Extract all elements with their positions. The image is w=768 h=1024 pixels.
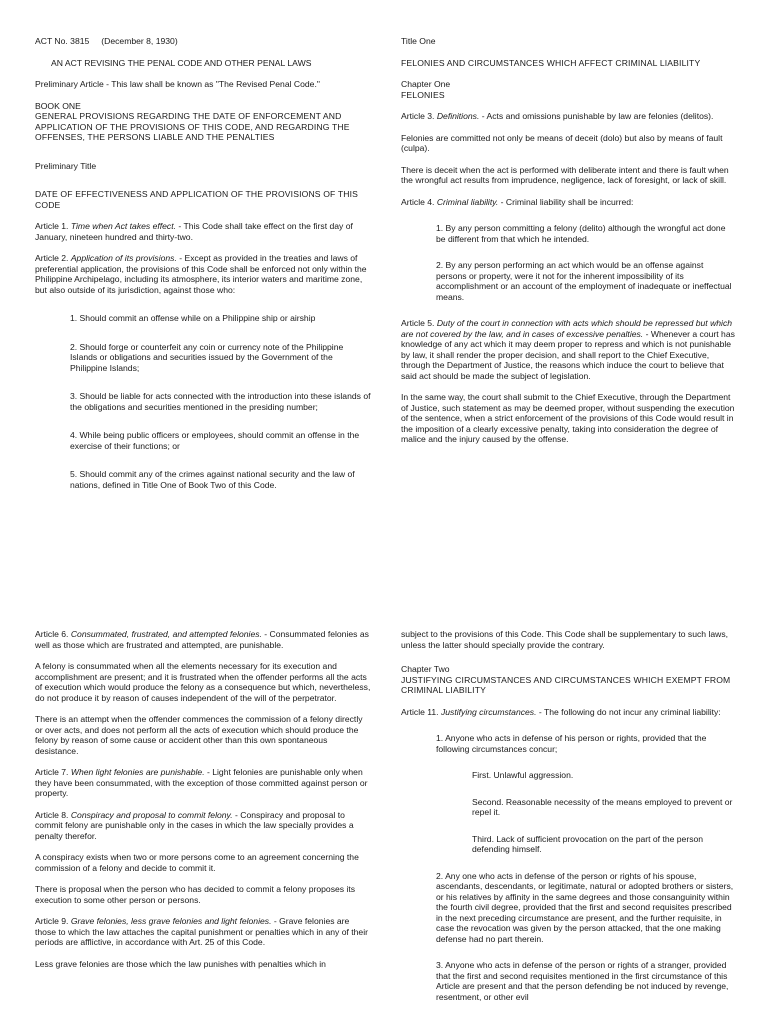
article-1-lead: Article 1. xyxy=(35,221,69,231)
article-11-item-1: 1. Anyone who acts in defense of his person or rights, provided that the following circumstances concur; xyxy=(436,733,707,754)
requisite-third: Third. Lack of sufficient provocation on the part of the person defending himself. xyxy=(472,833,704,854)
page2-right-column xyxy=(401,629,736,1013)
article-3-text: - Acts and omissions punishable by law are felonies (delitos). xyxy=(479,111,714,121)
article-2-item-2: 2. Should forge or counterfeit any coin or currency note of the Philippine Islands or obligations and securities issued by the Government of the Philippine Islands; xyxy=(70,341,344,373)
article-8 xyxy=(35,810,371,842)
article-8-heading: Conspiracy and proposal to commit felony. xyxy=(70,809,233,820)
chapter-two-label: Chapter Two xyxy=(401,664,450,674)
date-heading: DATE OF EFFECTIVENESS AND APPLICATION OF THE PROVISIONS OF THIS CODE xyxy=(35,189,359,210)
article-6 xyxy=(35,629,371,650)
article-1-text: - This Code shall take effect on the first day of January, nineteen hundred and thirty-two. xyxy=(35,221,353,242)
chapter-one-heading: FELONIES xyxy=(401,89,445,100)
article-9-heading: Grave felonies, less grave felonies and light felonies. xyxy=(70,916,272,926)
article-3 xyxy=(401,111,736,122)
requisite-first: First. Unlawful aggression. xyxy=(472,770,574,780)
article-9 xyxy=(35,916,371,948)
page-bottom xyxy=(0,512,768,1024)
article-4-item-1: 1. By any person committing a felony (delito) although the wrongful act done be different from that which he intended. xyxy=(436,223,726,244)
act-header xyxy=(35,36,371,47)
article-8-text: - Conspiracy and proposal to commit felony are punishable only in the cases in which the law specially provides a penalty therefor. xyxy=(35,809,354,841)
article-6-lead: Article 6. xyxy=(35,629,69,639)
article-5-paragraph-2: In the same way, the court shall submit to the Chief Executive, through the Department of Justice, such statement as may be deemed proper, without suspending the execution of the sentence, when a strict enforcement of the provisions of this Code would result in the imposition of a clearly excessive penalty, taking into consideration the degree of malice and the injury caused by the offense. xyxy=(401,392,735,444)
felonies-committed-text: Felonies are committed not only be means of deceit (dolo) but also by means of fault (culpa). xyxy=(401,132,723,153)
article-11-text: - The following do not incur any criminal liability: xyxy=(536,706,721,717)
title-one-heading: FELONIES AND CIRCUMSTANCES WHICH AFFECT CRIMINAL LIABILITY xyxy=(401,57,701,68)
article-5-lead: Article 5. xyxy=(401,318,435,328)
consummated-text: A felony is consummated when all the elements necessary for its execution and accomplishment are present; and it is frustrated when the offender performs all the acts of execution which would produce the felony as a consequence but which, nevertheless, do not produce it by reason of causes independent of the will of the perpetrator. xyxy=(35,661,371,703)
article-9-lead: Article 9. xyxy=(35,916,69,926)
article-4-text: - Criminal liability shall be incurred: xyxy=(498,196,634,207)
chapter-one-label: Chapter One xyxy=(401,79,451,89)
conspiracy-text: A conspiracy exists when two or more persons come to an agreement concerning the commission of a felony and decide to commit it. xyxy=(35,852,359,873)
article-4-lead: Article 4. xyxy=(401,196,435,207)
article-7-lead: Article 7. xyxy=(35,767,69,777)
article-11-item-2: 2. Any one who acts in defense of the person or rights of his spouse, ascendants, descendants, or legitimate, natural or adopted brothers or sisters, or his relatives by affinity in the same degrees and those consanguinity within the fourth civil degree, provided that the first and second requisites prescribed in the next preceding circumstance are present, and the further requisite, in case the revocation was given by the person attacked, that the one making defense had no part therein. xyxy=(436,870,734,944)
act-number: ACT No. 3815 xyxy=(35,36,90,46)
less-grave-text: Less grave felonies are those which the law punishes with penalties which in xyxy=(35,958,326,969)
page1-right-column xyxy=(401,36,736,456)
article-5-heading: Duty of the court in connection with acts which should be repressed but which are not covered by the law, and in cases of excessive penalties. xyxy=(401,318,733,339)
deceit-text: There is deceit when the act is performed with deliberate intent and there is fault when the wrongful act results from imprudence, negligence, lack of foresight, or lack of skill. xyxy=(401,164,729,185)
article-11 xyxy=(401,707,736,718)
article-5 xyxy=(401,318,736,381)
article-2-item-4: 4. While being public officers or employees, should commit an offense in the exercise of their functions; or xyxy=(70,430,360,451)
article-2-heading: Application of its provisions. xyxy=(70,253,177,263)
article-4-heading: Criminal liability. xyxy=(436,196,499,207)
title-one-label: Title One xyxy=(401,36,436,46)
article-2-item-3: 3. Should be liable for acts connected with the introduction into these islands of the obligations and securities mentioned in the presiding number; xyxy=(70,391,371,412)
book-one-subtitle: GENERAL PROVISIONS REGARDING THE DATE OF ENFORCEMENT AND APPLICATION OF THE PROVISIONS OF THIS CODE, AND REGARDING THE OFFENSES, THE PERSONS LIABLE AND THE PENALTIES xyxy=(35,111,350,142)
article-4 xyxy=(401,197,736,208)
attempt-text: There is an attempt when the offender commences the commission of a felony directly or over acts, and does not perform all the acts of execution which should produce the felony by reason of some cause or accident other than this own spontaneous desistance. xyxy=(35,714,363,756)
article-4-item-2: 2. By any person performing an act which would be an offense against persons or property, were it not for the inherent impossibility of its accomplishment or an account of the employment of inadequate or ineffectual means. xyxy=(436,260,732,302)
article-6-heading: Consummated, frustrated, and attempted felonies. xyxy=(70,629,262,639)
article-2 xyxy=(35,253,371,295)
act-date: (December 8, 1930) xyxy=(101,36,178,46)
article-1 xyxy=(35,221,371,242)
article-3-heading: Definitions. xyxy=(436,111,480,121)
article-2-item-5: 5. Should commit any of the crimes against national security and the law of nations, defined in Title One of Book Two of this Code. xyxy=(70,469,355,490)
article-2-lead: Article 2. xyxy=(35,253,69,263)
book-one-label: BOOK ONE xyxy=(35,100,81,111)
act-title: AN ACT REVISING THE PENAL CODE AND OTHER PENAL LAWS xyxy=(51,57,312,68)
article-7 xyxy=(35,767,371,799)
article-1-heading: Time when Act takes effect. xyxy=(70,221,176,231)
article-2-text: - Except as provided in the treaties and laws of preferential application, the provisions of this Code shall be enforced not only within the Philippine Archipelago, including its atmosphere, its interior waters and maritime zone, but also outside of its jurisdiction, against those who: xyxy=(35,253,367,295)
chapter-two-heading: JUSTIFYING CIRCUMSTANCES AND CIRCUMSTANCES WHICH EXEMPT FROM CRIMINAL LIABILITY xyxy=(401,674,731,695)
article-3-lead: Article 3. xyxy=(401,111,435,121)
article-5-text: - Whenever a court has knowledge of any act which it may deem proper to repress and which is not punishable by law, it shall render the proper decision, and shall report to the Chief Executive, through the Department of Justice, the reasons which induce the court to believe that said act should be made the subject of legislation. xyxy=(401,328,735,381)
article-11-heading: Justifying circumstances. xyxy=(440,706,537,717)
article-6-text: - Consummated felonies as well as those which are frustrated and attempted, are punishable. xyxy=(35,629,369,650)
preliminary-article: Preliminary Article - This law shall be known as "The Revised Penal Code." xyxy=(35,79,320,89)
article-8-lead: Article 8. xyxy=(35,809,69,820)
requisite-second: Second. Reasonable necessity of the means employed to prevent or repel it. xyxy=(472,796,733,817)
article-7-text: - Light felonies are punishable only when they have been consummated, with the exception of those committed against person or property. xyxy=(35,767,368,798)
page2-left-column xyxy=(35,629,371,980)
article-2-item-1: 1. Should commit an offense while on a Philippine ship or airship xyxy=(70,313,316,323)
article-11-lead: Article 11. xyxy=(401,706,439,717)
page1-left-column xyxy=(35,36,371,501)
preliminary-title: Preliminary Title xyxy=(35,160,97,171)
continued-text: subject to the provisions of this Code. This Code shall be supplementary to such laws, unless the latter should specially provide the contrary. xyxy=(401,629,729,650)
article-11-item-3: 3. Anyone who acts in defense of the person or rights of a stranger, provided that the first and second requisites mentioned in the first circumstance of this Article are present and that the person defending be not induced by revenge, resentment, or other evil xyxy=(436,960,729,1002)
article-9-text: - Grave felonies are those to which the law attaches the capital punishment or penalties which in any of their periods are afflictive, in accordance with Art. 25 of this Code. xyxy=(35,916,368,947)
proposal-text: There is proposal when the person who has decided to commit a felony proposes its execution to some other person or persons. xyxy=(35,884,356,905)
article-7-heading: When light felonies are punishable. xyxy=(70,767,205,777)
